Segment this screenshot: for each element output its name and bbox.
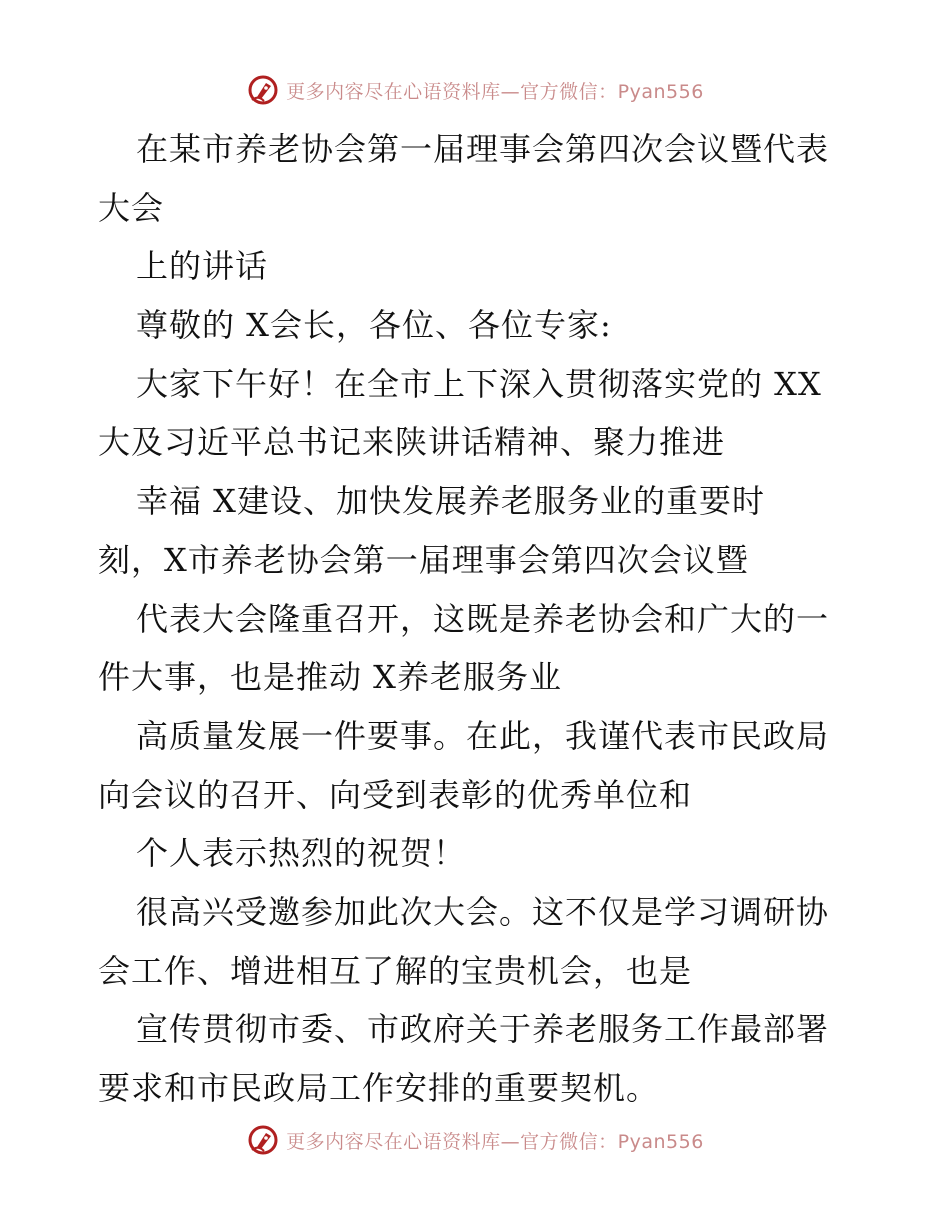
watermark-text: 更多内容尽在心语资料库—官方微信：Pyan556	[286, 80, 704, 103]
text-line: 大及习近平总书记来陕讲话精神、聚力推进	[98, 423, 726, 462]
watermark-footer	[0, 1120, 950, 1160]
text-line: 尊敬的 X会长，各位、各位专家:	[136, 306, 612, 345]
text-line: 大会	[98, 188, 165, 227]
text-line: 要求和市民政局工作安排的重要契机。	[98, 1069, 660, 1107]
text-line: 件大事，也是推动 X养老服务业	[98, 658, 562, 697]
text-line: 宣传贯彻市委、市政府关于养老服务工作最部署	[136, 1010, 830, 1049]
text-line: 很高兴受邀参加此次大会。这不仅是学习调研协	[136, 892, 830, 931]
text-line: 上的讲话	[136, 247, 269, 286]
watermark-header	[0, 70, 950, 110]
text-line: 会工作、增进相互了解的宝贵机会，也是	[98, 951, 693, 990]
text-line: 在某市养老协会第一届理事会第四次会议暨代表	[136, 130, 830, 168]
text-line: 刻，X市养老协会第一届理事会第四次会议暨	[98, 540, 749, 579]
text-line: 幸福 X建设、加快发展养老服务业的重要时	[136, 482, 765, 521]
text-line: 高质量发展一件要事。在此，我谨代表市民政局	[136, 716, 830, 755]
pen-nib-circle-icon	[246, 1123, 280, 1157]
document-body	[98, 120, 858, 1118]
watermark-text: 更多内容尽在心语资料库—官方微信：Pyan556	[286, 1130, 704, 1153]
text-line: 大家下午好！在全市上下深入贯彻落实党的 XX	[136, 364, 822, 403]
text-line: 向会议的召开、向受到表彰的优秀单位和	[98, 775, 693, 814]
pen-nib-circle-icon	[246, 73, 280, 107]
text-line: 代表大会隆重召开，这既是养老协会和广大的一	[136, 599, 830, 638]
text-line: 个人表示热烈的祝贺！	[136, 834, 467, 873]
